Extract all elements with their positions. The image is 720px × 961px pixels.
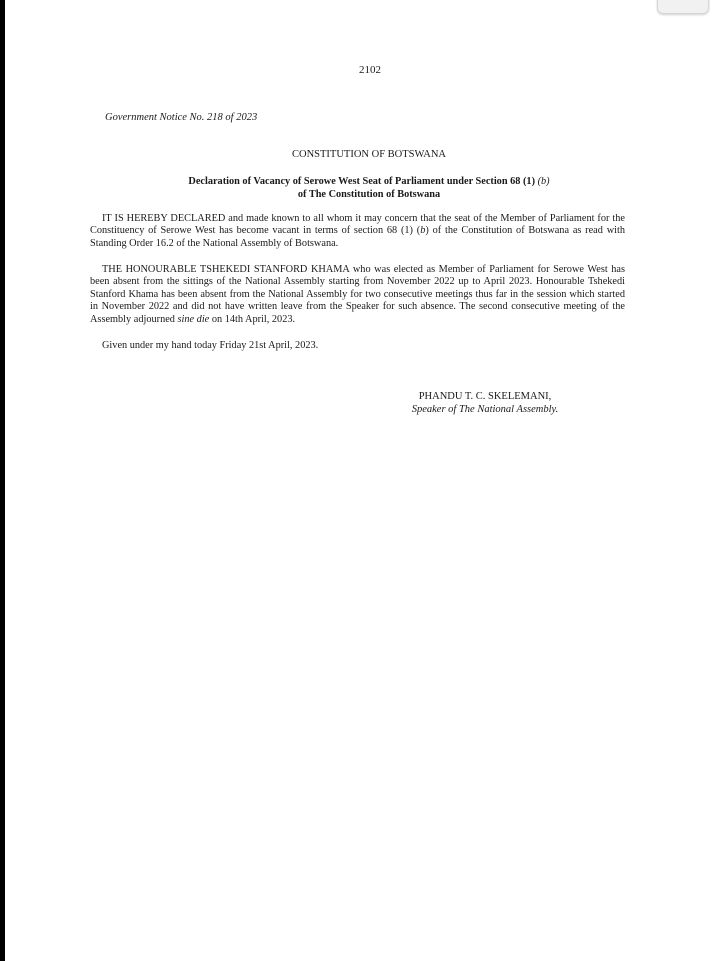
signature-block (400, 390, 570, 416)
paragraph-text: THE HONOURABLE TSHEKEDI STANFORD KHAMA who was elected as Member of Parliament for Serowe West has been absent from the sittings of the National Assembly starting from November 2022 up to April 2023. Honourable Tshekedi Stanford Khama has been absent from the National Assembly for two consecutive meetings thus far in the session which started in November 2022 and did not have written leave from the Speaker for such absence. The second consecutive meeting of the Assembly adjourned (90, 264, 625, 325)
document-title (109, 176, 629, 201)
signatory-name: PHANDU T. C. SKELEMANI, (418, 391, 552, 402)
title-line1: Declaration of Vacancy of Serowe West Seat of Parliament under Section 68 (1) (188, 176, 538, 187)
paragraph-absence (90, 264, 625, 326)
paragraph-declaration (90, 213, 625, 250)
left-edge-bar (0, 0, 5, 961)
paragraph-given-under-hand: Given under my hand today Friday 21st April, 2023. (102, 340, 319, 351)
title-line2: of The Constitution of Botswana (297, 188, 441, 200)
signatory-role: Speaker of The National Assembly. (411, 404, 559, 415)
document-heading: CONSTITUTION OF BOTSWANA (292, 149, 446, 160)
title-line1-italic: (b) (537, 176, 550, 187)
paragraph-italic: b (420, 225, 426, 237)
paragraph-text: IT IS HEREBY DECLARED and made known to all whom it may concern that the seat of the Member of Parliament for the Constituency of Serowe West has become vacant in terms of section 68 (1) ( (90, 213, 625, 237)
corner-overflow-button[interactable] (657, 0, 709, 14)
paragraph-text: ) of the Constitution of Botswana as read with Standing Order 16.2 of the National Assembly of Botswana. (90, 225, 626, 249)
paragraph-italic: sine die (177, 313, 210, 325)
paragraph-text: on 14th April, 2023. (209, 313, 296, 325)
notice-number: Government Notice No. 218 of 2023 (105, 112, 258, 123)
page-number: 2102 (359, 64, 381, 76)
